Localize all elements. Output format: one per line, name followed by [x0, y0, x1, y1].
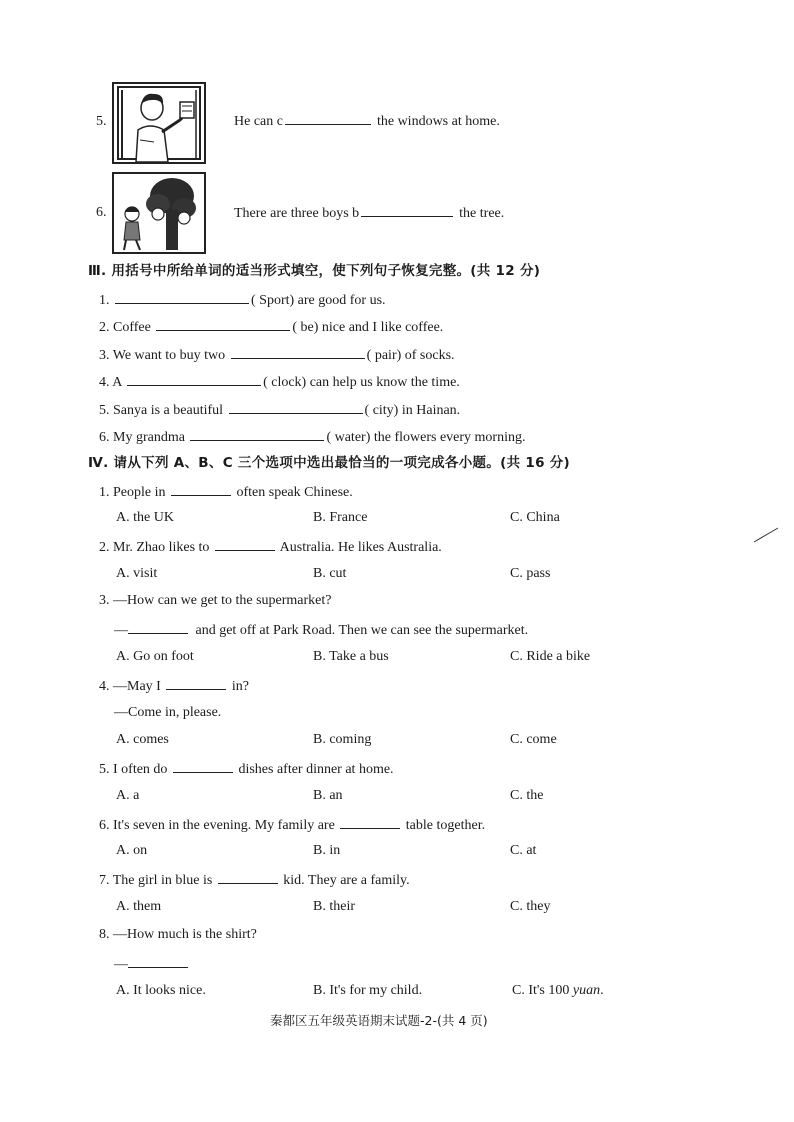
- s4-q3-dash: —: [114, 623, 128, 638]
- s3-item-6-after: ( water) the flowers every morning.: [326, 430, 526, 445]
- s4-q5-option-b[interactable]: B. an: [313, 788, 343, 803]
- s3-item-4-number: 4.: [99, 375, 110, 390]
- s3-item-5: [99, 400, 460, 420]
- s4-q4-after: in?: [231, 679, 249, 694]
- s4-q1-after: often speak Chinese.: [236, 485, 353, 500]
- s4-q8-blank[interactable]: [128, 954, 188, 968]
- s4-q4-option-c[interactable]: C. come: [510, 732, 557, 747]
- s3-item-3-before: We want to buy two: [112, 348, 226, 363]
- s4-q3-stem: [99, 592, 331, 610]
- s4-q4-stem: [99, 676, 249, 696]
- s3-item-2-after: ( be) nice and I like coffee.: [292, 320, 444, 335]
- s4-q8-option-a[interactable]: A. It looks nice.: [116, 983, 206, 998]
- s3-item-3-number: 3.: [99, 348, 110, 363]
- item-5-sentence: [234, 111, 500, 131]
- s4-q6-blank[interactable]: [340, 815, 400, 829]
- s4-q8-option-b[interactable]: B. It's for my child.: [313, 983, 423, 998]
- s3-item-2-before: Coffee: [113, 320, 151, 335]
- s4-q7-number: 7.: [99, 873, 110, 888]
- s3-item-5-after: ( city) in Hainan.: [364, 403, 461, 418]
- s4-q7-after: kid. They are a family.: [283, 873, 410, 888]
- s4-q8-line2: [114, 954, 188, 974]
- s4-q3-option-a[interactable]: A. Go on foot: [116, 649, 194, 664]
- s4-q7-option-b[interactable]: B. their: [313, 899, 355, 914]
- s4-q2-stem: [99, 537, 442, 557]
- s4-q3-after: and get off at Park Road. Then we can see the supermarket.: [195, 623, 529, 638]
- s4-q4-blank[interactable]: [166, 676, 226, 690]
- s4-q4-number: 4.: [99, 679, 110, 694]
- s4-q2-option-a[interactable]: A. visit: [116, 566, 158, 581]
- s4-q6-after: table together.: [405, 818, 486, 833]
- s4-q4-before: —May I: [113, 679, 161, 694]
- s4-q7-option-c[interactable]: C. they: [510, 899, 551, 914]
- s4-q2-before: Mr. Zhao likes to: [113, 540, 210, 555]
- s3-item-1: [99, 290, 386, 310]
- s4-q8-option-c[interactable]: [512, 982, 604, 1000]
- s4-q1-before: People in: [113, 485, 166, 500]
- s3-item-1-after: ( Sport) are good for us.: [251, 293, 386, 308]
- s4-q7-blank[interactable]: [218, 870, 278, 884]
- s4-q2-option-c[interactable]: C. pass: [510, 566, 551, 581]
- s3-item-6-before: My grandma: [113, 430, 185, 445]
- s4-q4-option-a[interactable]: A. comes: [116, 732, 169, 747]
- s4-q8-number: 8.: [99, 927, 110, 942]
- s4-q5-number: 5.: [99, 762, 110, 777]
- s4-q6-option-c[interactable]: C. at: [510, 843, 537, 858]
- section-3-heading: Ⅲ. 用括号中所给单词的适当形式填空，使下列句子恢复完整。(共 12 分): [88, 263, 541, 279]
- s4-q2-number: 2.: [99, 540, 110, 555]
- s3-item-3-blank[interactable]: [231, 345, 365, 359]
- section-4-heading: Ⅳ. 请从下列 A、B、C 三个选项中选出最恰当的一项完成各小题。(共 16 分): [88, 455, 571, 471]
- s4-q8-option-c-italic: yuan: [572, 983, 601, 998]
- s4-q3-number: 3.: [99, 593, 110, 608]
- s4-q2-after: Australia. He likes Australia.: [279, 540, 442, 555]
- s4-q5-after: dishes after dinner at home.: [238, 762, 394, 777]
- item-6-number: 6.: [96, 205, 107, 220]
- item-6-sentence: [234, 203, 504, 223]
- s4-q3-blank[interactable]: [128, 620, 188, 634]
- s4-q1-option-a[interactable]: A. the UK: [116, 510, 174, 525]
- s4-q1-stem: [99, 482, 353, 502]
- s3-item-2: [99, 317, 443, 337]
- s3-item-4-before: A: [112, 375, 122, 390]
- s4-q8-option-c-end: .: [600, 983, 604, 998]
- s3-item-6-blank[interactable]: [190, 427, 324, 441]
- item-5-number: 5.: [96, 114, 107, 129]
- s4-q5-option-a[interactable]: A. a: [116, 788, 140, 803]
- s3-item-5-before: Sanya is a beautiful: [113, 403, 224, 418]
- s4-q6-before: It's seven in the evening. My family are: [113, 818, 335, 833]
- item-6-after: the tree.: [459, 206, 505, 221]
- item-6-blank[interactable]: [361, 203, 453, 217]
- s3-item-5-blank[interactable]: [229, 400, 363, 414]
- s4-q2-blank[interactable]: [215, 537, 275, 551]
- s4-q3-option-c[interactable]: C. Ride a bike: [510, 649, 591, 664]
- s3-item-1-number: 1.: [99, 293, 110, 308]
- s3-item-4: [99, 372, 460, 392]
- s3-item-6: [99, 427, 525, 447]
- s4-q1-option-b[interactable]: B. France: [313, 510, 368, 525]
- s3-item-5-number: 5.: [99, 403, 110, 418]
- s4-q3-option-b[interactable]: B. Take a bus: [313, 649, 389, 664]
- s3-item-3-after: ( pair) of socks.: [366, 348, 455, 363]
- s4-q5-blank[interactable]: [173, 759, 233, 773]
- s4-q8-dash: —: [114, 957, 128, 972]
- s3-item-4-blank[interactable]: [127, 372, 261, 386]
- boys-behind-tree-picture-icon: [112, 172, 206, 254]
- s4-q8-stem: [99, 926, 257, 944]
- s4-q6-number: 6.: [99, 818, 110, 833]
- s4-q7-before: The girl in blue is: [112, 873, 213, 888]
- s4-q5-option-c[interactable]: C. the: [510, 788, 544, 803]
- s3-item-4-after: ( clock) can help us know the time.: [263, 375, 460, 390]
- s4-q6-option-b[interactable]: B. in: [313, 843, 341, 858]
- s4-q1-number: 1.: [99, 485, 110, 500]
- s3-item-2-number: 2.: [99, 320, 110, 335]
- item-5-after: the windows at home.: [376, 114, 500, 129]
- item-6-before: There are three boys b: [234, 206, 360, 221]
- s3-item-1-blank[interactable]: [115, 290, 249, 304]
- s4-q8-option-c-text: C. It's 100: [512, 983, 570, 998]
- boy-cleaning-window-picture-icon: [112, 82, 206, 164]
- s3-item-3: [99, 345, 455, 365]
- s4-q1-option-c[interactable]: C. China: [510, 510, 560, 525]
- page-footer: 秦都区五年级英语期末试题-2-(共 4 页): [270, 1013, 488, 1028]
- s4-q7-option-a[interactable]: A. them: [116, 899, 162, 914]
- pen-stroke-mark-icon: [752, 524, 782, 544]
- s4-q6-option-a[interactable]: A. on: [116, 843, 148, 858]
- s4-q4-line2: —Come in, please.: [114, 705, 222, 720]
- s4-q4-option-b[interactable]: B. coming: [313, 732, 372, 747]
- s4-q6-stem: [99, 815, 485, 835]
- s4-q3-line1: —How can we get to the supermarket?: [113, 593, 332, 608]
- s4-q8-line1: —How much is the shirt?: [113, 927, 257, 942]
- s4-q3-line2: [114, 620, 528, 640]
- s3-item-2-blank[interactable]: [156, 317, 290, 331]
- s4-q7-stem: [99, 870, 410, 890]
- s4-q5-before: I often do: [113, 762, 168, 777]
- s4-q2-option-b[interactable]: B. cut: [313, 566, 347, 581]
- item-5-blank[interactable]: [285, 111, 371, 125]
- s3-item-6-number: 6.: [99, 430, 110, 445]
- item-5-before: He can c: [234, 114, 283, 129]
- s4-q1-blank[interactable]: [171, 482, 231, 496]
- s4-q5-stem: [99, 759, 394, 779]
